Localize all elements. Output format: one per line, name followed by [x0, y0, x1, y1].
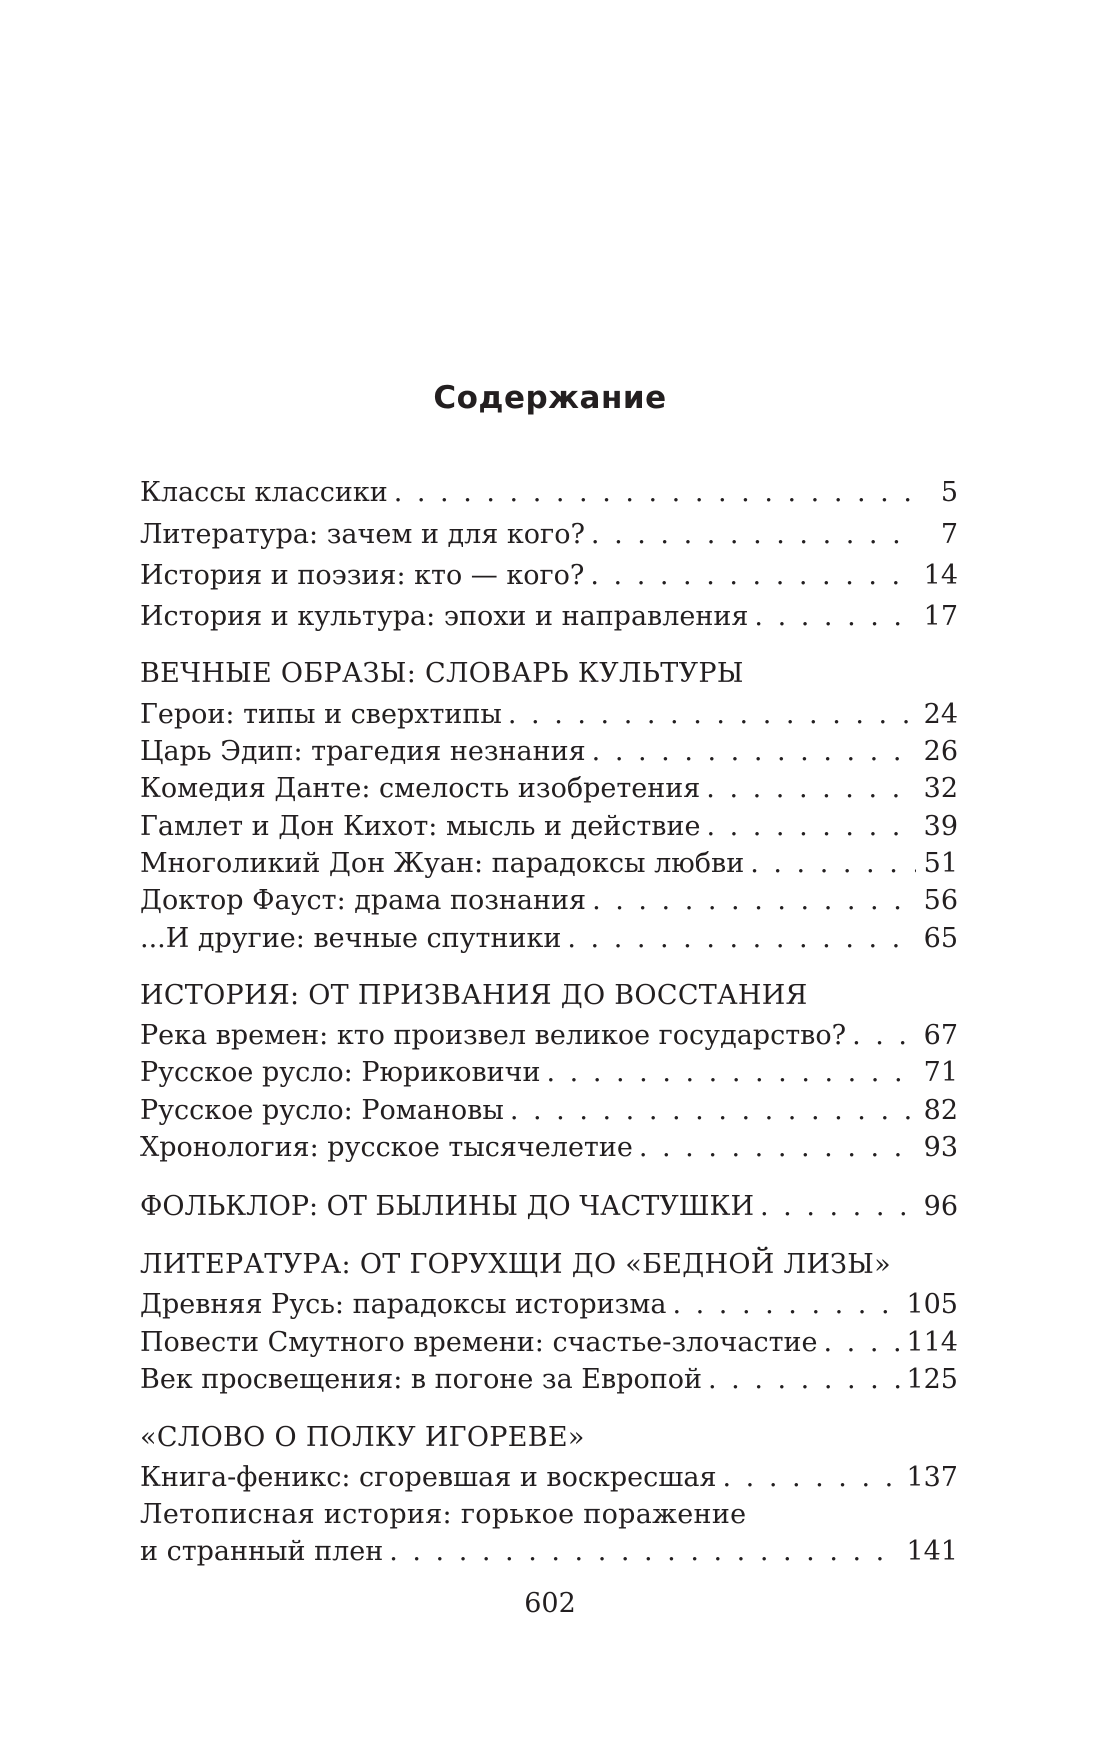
toc-entry-page: 65	[923, 923, 958, 954]
toc-entry-title: и странный плен	[140, 1536, 384, 1567]
toc-entry-title: Комедия Данте: смелость изобретения	[140, 773, 701, 804]
toc-entry-title: Русское русло: Романовы	[140, 1095, 504, 1126]
dot-leader	[547, 1056, 917, 1090]
toc-entry	[140, 518, 958, 552]
toc-entry	[140, 810, 958, 844]
toc-entry-title: Хронология: русское тысячелетие	[140, 1132, 633, 1163]
toc-entry-title: Царь Эдип: трагедия незнания	[140, 736, 586, 767]
toc-entry-page: 5	[940, 477, 958, 508]
dot-leader	[510, 1094, 916, 1128]
toc-entry	[140, 1535, 958, 1569]
toc-entry-page: 96	[923, 1191, 958, 1222]
toc-entry-title: Гамлет и Дон Кихот: мысль и действие	[140, 811, 701, 842]
toc-entry-page: 71	[923, 1057, 958, 1088]
toc-entry	[140, 1190, 958, 1224]
toc-entry	[140, 772, 958, 806]
toc-entry-title: Век просвещения: в погоне за Европой	[140, 1364, 702, 1395]
toc-entry-title: Литература: зачем и для кого?	[140, 519, 585, 550]
toc-entry	[140, 559, 958, 593]
dot-leader	[389, 1535, 900, 1569]
toc-entry-page: 114	[906, 1327, 958, 1358]
table-of-contents	[140, 0, 958, 1746]
dot-leader	[722, 1461, 900, 1495]
toc-entry	[140, 698, 958, 732]
toc-entry	[140, 1363, 958, 1397]
page-title: Содержание	[433, 380, 667, 416]
toc-entry-title: Повести Смутного времени: счастье-злочастие	[140, 1327, 818, 1358]
dot-leader	[708, 1363, 900, 1397]
dot-leader	[591, 518, 916, 552]
toc-entry-page: 7	[940, 519, 958, 550]
toc-entry	[140, 1288, 958, 1322]
section-heading: ВЕЧНЫЕ ОБРАЗЫ: СЛОВАРЬ КУЛЬТУРЫ	[140, 658, 744, 689]
toc-entry-title: ...И другие: вечные спутники	[140, 923, 562, 954]
toc-entry	[140, 1326, 958, 1360]
dot-leader	[567, 922, 916, 956]
section-heading: ЛИТЕРАТУРА: ОТ ГОРУХЩИ ДО «БЕДНОЙ ЛИЗЫ»	[140, 1249, 891, 1280]
dot-leader	[824, 1326, 901, 1360]
toc-entry-page: 14	[923, 560, 958, 591]
toc-entry-page: 125	[906, 1364, 958, 1395]
dot-leader	[394, 476, 916, 510]
toc-entry-page: 105	[906, 1289, 958, 1320]
section-heading: «СЛОВО О ПОЛКУ ИГОРЕВЕ»	[140, 1422, 585, 1453]
toc-entry	[140, 847, 958, 881]
toc-entry	[140, 884, 958, 918]
toc-entry-page: 39	[923, 811, 958, 842]
toc-entry-page: 137	[906, 1462, 958, 1493]
toc-entry-page: 67	[923, 1020, 958, 1051]
toc-entry	[140, 1019, 958, 1053]
toc-entry-page: 93	[923, 1132, 958, 1163]
toc-entry-page: 24	[923, 699, 958, 730]
dot-leader	[639, 1131, 916, 1165]
toc-entry	[140, 1094, 958, 1128]
toc-entry-title: Книга-феникс: сгоревшая и воскресшая	[140, 1462, 717, 1493]
toc-entry-title: Классы классики	[140, 477, 388, 508]
toc-entry-page: 56	[923, 885, 958, 916]
dot-leader	[706, 772, 916, 806]
toc-entry-title: Доктор Фауст: драма познания	[140, 885, 587, 916]
toc-entry-page: 17	[923, 601, 958, 632]
toc-entry	[140, 476, 958, 510]
toc-entry-title: Герои: типы и сверхтипы	[140, 699, 502, 730]
dot-leader	[508, 698, 916, 732]
toc-entry-page: 51	[923, 848, 958, 879]
toc-entry	[140, 922, 958, 956]
toc-entry-title: ФОЛЬКЛОР: ОТ БЫЛИНЫ ДО ЧАСТУШКИ	[140, 1191, 754, 1222]
toc-entry-title: Древняя Русь: парадоксы историзма	[140, 1289, 667, 1320]
dot-leader	[590, 559, 916, 593]
toc-entry-page: 82	[923, 1095, 958, 1126]
toc-entry-title: История и поэзия: кто — кого?	[140, 560, 585, 591]
toc-entry-title: Многоликий Дон Жуан: парадоксы любви	[140, 848, 745, 879]
dot-leader	[750, 847, 916, 881]
dot-leader	[754, 600, 916, 634]
toc-entry-title: Русское русло: Рюриковичи	[140, 1057, 541, 1088]
dot-leader	[706, 810, 916, 844]
toc-entry-page: 26	[923, 736, 958, 767]
section-heading: ИСТОРИЯ: ОТ ПРИЗВАНИЯ ДО ВОССТАНИЯ	[140, 980, 808, 1011]
toc-entry-title: Река времен: кто произвел великое государство?	[140, 1020, 847, 1051]
toc-entry	[140, 1461, 958, 1495]
dot-leader	[852, 1019, 916, 1053]
dot-leader	[672, 1288, 900, 1322]
dot-leader	[760, 1190, 916, 1224]
toc-entry	[140, 600, 958, 634]
page-number: 602	[524, 1588, 576, 1619]
toc-entry-page: 32	[923, 773, 958, 804]
dot-leader	[592, 735, 916, 769]
toc-entry	[140, 735, 958, 769]
toc-entry-page: 141	[906, 1536, 958, 1567]
dot-leader	[592, 884, 916, 918]
toc-entry	[140, 1056, 958, 1090]
toc-entry-title-line: Летописная история: горькое поражение	[140, 1499, 747, 1530]
toc-entry-title: История и культура: эпохи и направления	[140, 601, 749, 632]
toc-entry	[140, 1131, 958, 1165]
